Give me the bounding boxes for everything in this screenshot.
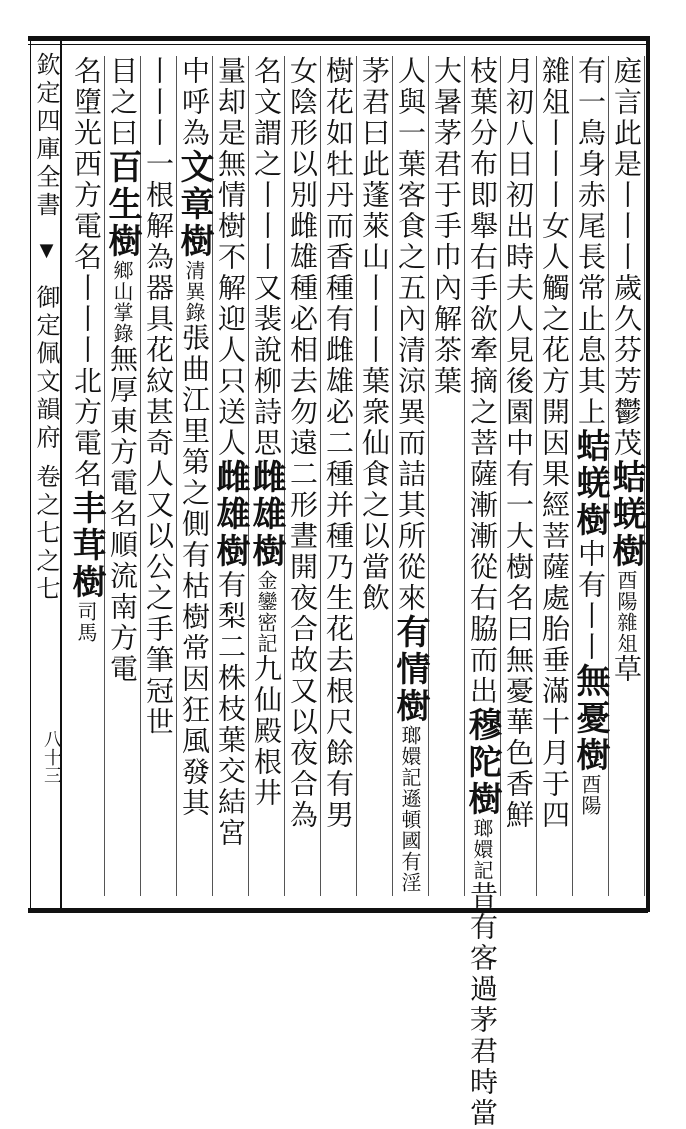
body-text: 量却是無情樹不解迎人只送人 — [214, 56, 247, 459]
text-column — [176, 56, 213, 896]
entry-heading: 百生樹 — [102, 149, 142, 260]
text-column — [428, 56, 465, 896]
top-border-rule — [28, 36, 648, 41]
text-column — [320, 56, 357, 896]
body-text: 有一鳥身赤尾長常止息其上 — [574, 56, 607, 428]
entry-heading: 蛣蜣樹 — [606, 459, 646, 570]
source-citation: 瑯嬛記 — [470, 818, 494, 881]
entry-heading: 蛣蜣樹 — [570, 428, 610, 539]
entry-heading: 有情樹 — [390, 614, 430, 725]
body-text: 庭言此是丨丨丨歲久芬芳鬱茂 — [610, 56, 643, 459]
body-text: 目之曰 — [106, 56, 139, 149]
left-outer-border — [30, 36, 31, 912]
text-column — [500, 56, 537, 896]
text-column — [392, 56, 429, 896]
text-column — [284, 56, 321, 896]
body-text: 有梨二株枝葉交結宮 — [214, 570, 247, 849]
top-border-thin-rule — [28, 44, 648, 45]
text-column — [104, 56, 141, 896]
body-text: 中呼為 — [178, 56, 211, 149]
source-citation: 酉陽雜俎 — [614, 570, 638, 654]
source-citation: 瑯嬛記遜頓國有淫 — [398, 725, 422, 893]
page-number: 八十三 — [41, 730, 62, 784]
body-text: 名墮光西方電名丨丨丨北方電名 — [70, 56, 103, 490]
entry-heading: 無憂樹 — [570, 663, 610, 774]
body-text: 茅君曰此蓬萊山丨丨丨葉衆仙食之以當飲 — [358, 56, 391, 614]
body-text: 雜俎丨丨丨女人觸之花方開因果經菩薩處胎垂滿十月于四 — [538, 56, 571, 831]
book-title: 欽定四庫全書 — [32, 52, 60, 220]
right-border-rule — [646, 36, 650, 912]
body-text: 昔有客過茅君時當 — [466, 881, 499, 1129]
entry-heading: 丰茸樹 — [66, 490, 106, 601]
entry-heading: 雌雄樹 — [246, 459, 286, 570]
text-column — [536, 56, 573, 896]
entry-heading: 穆陀樹 — [462, 707, 502, 818]
text-column — [462, 56, 502, 1129]
source-citation: 金鑾密記 — [254, 570, 278, 654]
entry-heading: 文章樹 — [174, 149, 214, 260]
text-column — [572, 56, 609, 896]
body-text: 樹花如牡丹而香種有雌雄必二種并種乃生花去根尺餘有男 — [322, 56, 355, 831]
text-column — [212, 56, 249, 896]
body-text: 中有丨丨 — [574, 539, 607, 663]
bottom-border-rule — [28, 908, 648, 913]
section-title: 御定佩文韻府 卷之七之七 — [32, 284, 60, 604]
source-citation: 鄉山掌錄 — [110, 260, 134, 344]
text-column — [140, 56, 177, 896]
body-text: 張曲江里第之側有枯樹常因狂風發其 — [178, 323, 211, 819]
text-column — [248, 56, 285, 896]
entry-heading: 雌雄樹 — [210, 459, 250, 570]
body-text: 大暑茅君于手巾內解茶葉 — [430, 56, 463, 397]
body-text: 名文謂之丨丨丨又裴說柳詩思 — [250, 56, 283, 459]
source-citation: 司馬 — [74, 601, 98, 643]
body-text: 九仙殿根井 — [250, 654, 283, 809]
body-text: 人與一葉客食之五內清涼異而詰其所從來 — [394, 56, 427, 614]
source-citation: 酉陽 — [578, 774, 602, 816]
body-text: 無厚東方電名順流南方電 — [106, 344, 139, 685]
body-text: 月初八日初出時夫人見後園中有一大樹名曰無憂華色香鮮 — [502, 56, 535, 831]
fishtail-mark-icon: ▼ — [36, 239, 57, 265]
body-text: 草 — [610, 654, 643, 685]
text-column — [608, 56, 645, 896]
body-text: 枝葉分布即舉右手欲牽摘之菩薩漸漸從右脇而出 — [466, 56, 499, 707]
text-column — [68, 56, 105, 896]
body-text: 丨丨丨一根解為器具花紋甚奇人又以公之手筆冠世 — [142, 56, 175, 738]
source-citation: 清異錄 — [182, 260, 206, 323]
body-text: 女陰形以別雌雄種必相去勿遠二形晝開夜合故又以夜合為 — [286, 56, 319, 831]
text-column — [356, 56, 393, 896]
